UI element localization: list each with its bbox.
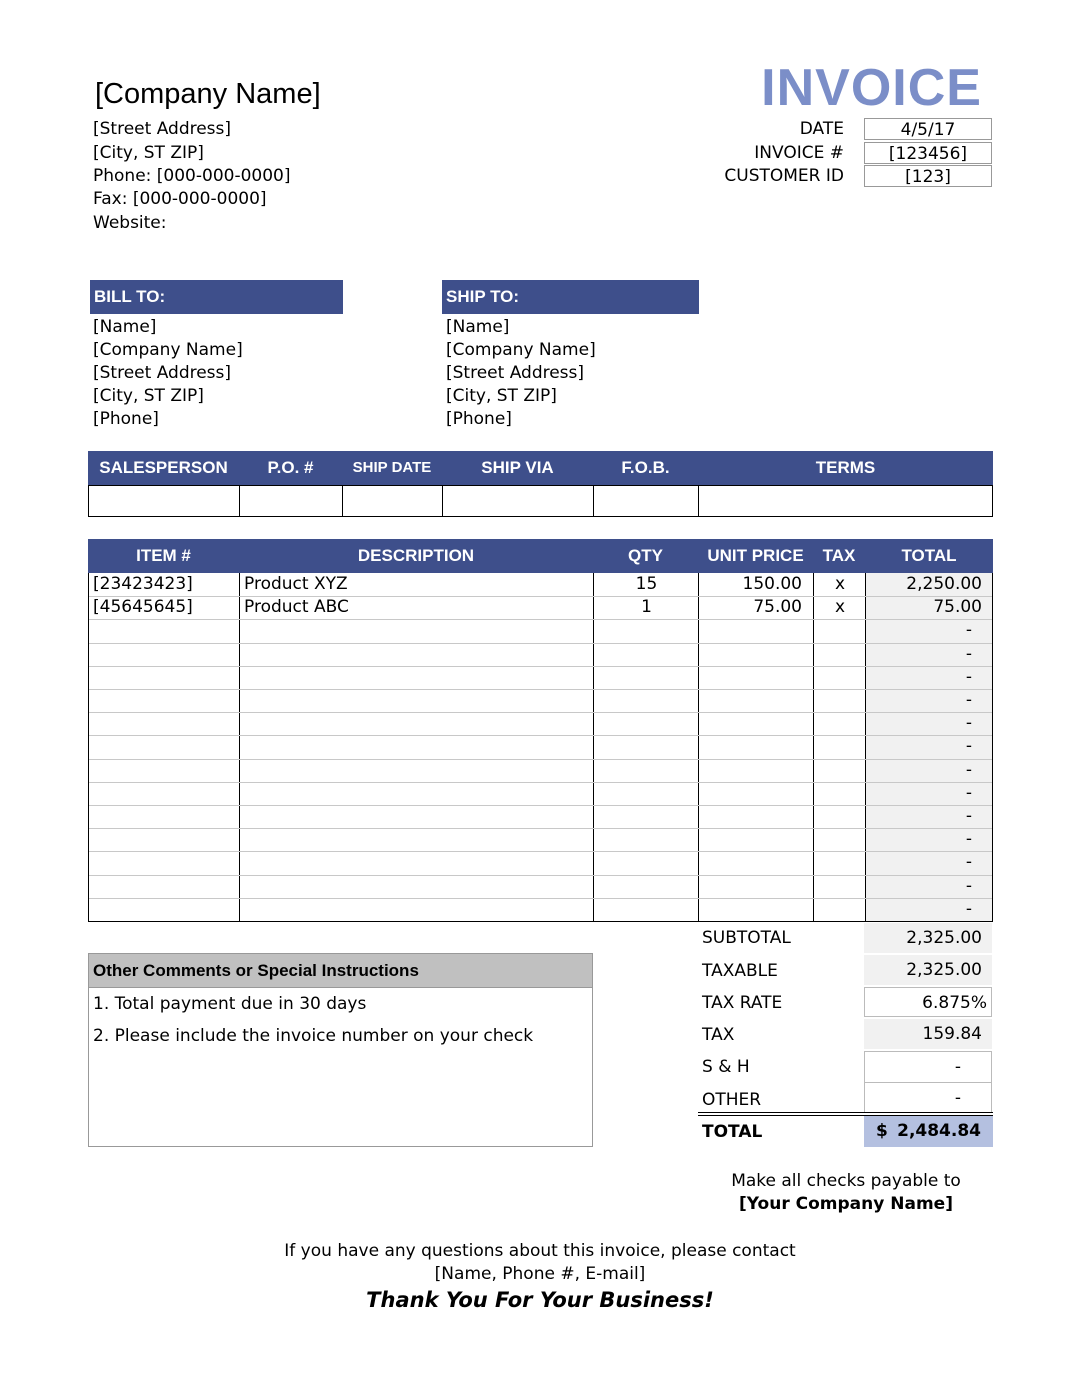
item-number-cell[interactable] <box>93 619 237 642</box>
subtotal-value: 2,325.00 <box>864 923 992 953</box>
unit-price-cell[interactable]: 75.00 <box>753 597 802 617</box>
company-name: [Company Name] <box>95 78 321 110</box>
unit-price-cell[interactable] <box>699 782 802 805</box>
invoice-number-field[interactable]: [123456] <box>864 142 992 164</box>
unit-price-cell[interactable] <box>699 712 802 735</box>
ship-to-heading: SHIP TO: <box>442 280 699 314</box>
unit-price-cell[interactable] <box>699 619 802 642</box>
unit-price-cell[interactable] <box>699 828 802 851</box>
table-row <box>89 875 992 898</box>
ship-date-header: SHIP DATE <box>352 459 432 476</box>
subtotal-label: SUBTOTAL <box>702 928 791 948</box>
unit-price-cell[interactable] <box>699 689 802 712</box>
taxable-value: 2,325.00 <box>864 955 992 985</box>
description-cell[interactable] <box>244 712 589 735</box>
shipping-table-row <box>88 485 993 517</box>
total-cell: - <box>965 690 972 710</box>
unit-price-cell[interactable] <box>699 643 802 666</box>
unit-price-header: UNIT PRICE <box>707 546 804 565</box>
description-cell[interactable] <box>244 805 589 828</box>
bill-to-company: [Company Name] <box>93 340 243 360</box>
total-header: TOTAL <box>901 546 957 565</box>
company-phone: Phone: [000-000-0000] <box>93 166 291 186</box>
table-row <box>89 712 992 735</box>
sh-field[interactable]: - <box>864 1051 992 1082</box>
unit-price-cell[interactable] <box>699 851 802 874</box>
tax-rate-label: TAX RATE <box>702 993 783 1013</box>
unit-price-cell[interactable] <box>699 666 802 689</box>
total-cell: - <box>965 620 972 640</box>
fob-header: F.O.B. <box>621 458 670 477</box>
table-row <box>89 596 992 619</box>
customer-id-field[interactable]: [123] <box>864 165 992 187</box>
tax-label: TAX <box>702 1025 735 1045</box>
table-row <box>89 851 992 874</box>
bill-to-street: [Street Address] <box>93 363 232 383</box>
po-number-field[interactable] <box>240 486 342 516</box>
comments-box <box>88 953 593 1147</box>
comments-heading: Other Comments or Special Instructions <box>89 954 592 988</box>
description-cell[interactable] <box>244 759 589 782</box>
tax-cell[interactable]: x <box>834 597 846 617</box>
ship-to-phone: [Phone] <box>446 409 512 429</box>
item-number-cell[interactable] <box>93 735 237 758</box>
qty-cell[interactable] <box>594 875 699 898</box>
payable-line: Make all checks payable to <box>731 1171 961 1191</box>
description-cell[interactable] <box>244 643 589 666</box>
tax-rate-field[interactable]: 6.875% <box>864 987 992 1017</box>
unit-price-cell[interactable]: 150.00 <box>742 574 802 594</box>
bill-to-name: [Name] <box>93 317 157 337</box>
qty-cell[interactable] <box>594 712 699 735</box>
tax-cell[interactable]: x <box>834 574 846 594</box>
total-cell: - <box>965 760 972 780</box>
item-number-cell[interactable] <box>93 805 237 828</box>
other-field[interactable]: - <box>864 1082 992 1112</box>
payable-name: [Your Company Name] <box>739 1194 953 1214</box>
shipping-table-header <box>88 451 993 485</box>
table-row <box>89 573 992 596</box>
terms-field[interactable] <box>699 486 992 516</box>
qty-cell[interactable] <box>594 643 699 666</box>
contact-line: [Name, Phone #, E-mail] <box>434 1264 646 1284</box>
tax-cell[interactable] <box>814 619 866 642</box>
ship-via-field[interactable] <box>443 486 593 516</box>
tax-value: 159.84 <box>864 1019 992 1049</box>
unit-price-cell[interactable] <box>699 759 802 782</box>
qty-cell[interactable]: 15 <box>635 574 658 594</box>
ship-to-company: [Company Name] <box>446 340 596 360</box>
description-cell[interactable] <box>244 875 589 898</box>
tax-cell[interactable] <box>814 712 866 735</box>
total-value-cell <box>864 1116 993 1147</box>
total-cell: - <box>965 713 972 733</box>
question-line: If you have any questions about this invoice, please contact <box>284 1241 796 1261</box>
item-number-cell[interactable] <box>93 828 237 851</box>
description-cell[interactable]: Product XYZ <box>244 574 348 594</box>
item-number-cell[interactable]: [45645645] <box>93 597 193 617</box>
qty-cell[interactable] <box>594 666 699 689</box>
table-row <box>89 619 992 642</box>
item-number-cell[interactable] <box>93 898 237 921</box>
table-row <box>89 759 992 782</box>
description-cell[interactable] <box>244 851 589 874</box>
ship-to-city: [City, ST ZIP] <box>446 386 557 406</box>
tax-cell[interactable] <box>814 851 866 874</box>
invoice-number-label: INVOICE # <box>754 143 844 163</box>
tax-cell[interactable] <box>814 805 866 828</box>
tax-cell[interactable] <box>814 643 866 666</box>
company-city: [City, ST ZIP] <box>93 143 204 163</box>
date-field[interactable]: 4/5/17 <box>864 118 992 140</box>
description-cell[interactable]: Product ABC <box>244 597 349 617</box>
tax-cell[interactable] <box>814 689 866 712</box>
ship-to-name: [Name] <box>446 317 510 337</box>
total-cell: - <box>965 667 972 687</box>
ship-to-section <box>442 280 699 431</box>
date-label: DATE <box>799 119 844 139</box>
bill-to-city: [City, ST ZIP] <box>93 386 204 406</box>
total-cell: - <box>965 783 972 803</box>
item-number-header: ITEM # <box>136 546 191 565</box>
table-row <box>89 828 992 851</box>
item-number-cell[interactable] <box>93 759 237 782</box>
description-cell[interactable] <box>244 666 589 689</box>
table-row <box>89 735 992 758</box>
ship-to-street: [Street Address] <box>446 363 585 383</box>
unit-price-cell[interactable] <box>699 875 802 898</box>
total-value: 2,484.84 <box>897 1121 981 1141</box>
ship-via-header: SHIP VIA <box>481 458 554 477</box>
invoice-title: INVOICE <box>761 59 982 117</box>
description-cell[interactable] <box>244 828 589 851</box>
table-row <box>89 898 992 921</box>
salesperson-header: SALESPERSON <box>99 458 228 477</box>
qty-header: QTY <box>628 546 663 565</box>
unit-price-cell[interactable] <box>699 898 802 921</box>
po-number-header: P.O. # <box>267 458 314 477</box>
taxable-label: TAXABLE <box>702 961 778 981</box>
unit-price-cell[interactable] <box>699 735 802 758</box>
description-cell[interactable] <box>244 689 589 712</box>
company-street: [Street Address] <box>93 119 232 139</box>
item-number-cell[interactable] <box>93 712 237 735</box>
item-number-cell[interactable] <box>93 643 237 666</box>
tax-cell[interactable] <box>814 666 866 689</box>
comment-line-2: 2. Please include the invoice number on your check <box>93 1026 534 1046</box>
items-table-header <box>88 539 993 573</box>
description-cell[interactable] <box>244 735 589 758</box>
total-cell: - <box>965 876 972 896</box>
item-number-cell[interactable] <box>93 666 237 689</box>
ship-date-field[interactable] <box>343 486 442 516</box>
thank-you-message: Thank You For Your Business! <box>366 1288 714 1312</box>
total-cell: 2,250.00 <box>906 574 982 594</box>
tax-cell[interactable] <box>814 875 866 898</box>
total-cell: - <box>965 852 972 872</box>
table-row <box>89 805 992 828</box>
table-row <box>89 666 992 689</box>
qty-cell[interactable] <box>594 689 699 712</box>
description-cell[interactable] <box>244 619 589 642</box>
comment-line-1: 1. Total payment due in 30 days <box>93 994 367 1014</box>
unit-price-cell[interactable] <box>699 805 802 828</box>
tax-cell[interactable] <box>814 828 866 851</box>
sh-label: S & H <box>702 1057 750 1077</box>
qty-cell[interactable] <box>594 735 699 758</box>
qty-cell[interactable] <box>594 782 699 805</box>
qty-cell[interactable] <box>594 828 699 851</box>
salesperson-field[interactable] <box>89 486 239 516</box>
description-header: DESCRIPTION <box>357 546 475 565</box>
total-label: TOTAL <box>702 1122 763 1142</box>
customer-id-label: CUSTOMER ID <box>724 166 844 186</box>
qty-cell[interactable] <box>594 805 699 828</box>
item-number-cell[interactable]: [23423423] <box>93 574 193 594</box>
description-cell[interactable] <box>244 782 589 805</box>
total-cell: - <box>965 644 972 664</box>
tax-cell[interactable] <box>814 898 866 921</box>
item-number-cell[interactable] <box>93 782 237 805</box>
tax-cell[interactable] <box>814 782 866 805</box>
total-cell: 75.00 <box>933 597 982 617</box>
company-website: Website: <box>93 213 167 233</box>
total-cell: - <box>965 899 972 919</box>
items-table-body <box>88 573 993 922</box>
fob-field[interactable] <box>594 486 698 516</box>
description-cell[interactable] <box>244 898 589 921</box>
total-cell: - <box>965 829 972 849</box>
tax-cell[interactable] <box>814 759 866 782</box>
total-cell: - <box>965 736 972 756</box>
item-number-cell[interactable] <box>93 851 237 874</box>
total-cell: - <box>965 806 972 826</box>
qty-cell[interactable] <box>594 619 699 642</box>
company-fax: Fax: [000-000-0000] <box>93 189 267 209</box>
terms-header: TERMS <box>815 458 876 477</box>
table-row <box>89 689 992 712</box>
other-label: OTHER <box>702 1090 762 1110</box>
tax-header: TAX <box>822 546 856 565</box>
bill-to-section <box>90 280 343 431</box>
qty-cell[interactable] <box>594 759 699 782</box>
table-row <box>89 782 992 805</box>
total-currency: $ <box>876 1121 888 1141</box>
table-row <box>89 643 992 666</box>
bill-to-phone: [Phone] <box>93 409 159 429</box>
tax-cell[interactable] <box>814 735 866 758</box>
item-number-cell[interactable] <box>93 875 237 898</box>
qty-cell[interactable] <box>594 898 699 921</box>
qty-cell[interactable]: 1 <box>641 597 652 617</box>
qty-cell[interactable] <box>594 851 699 874</box>
bill-to-heading: BILL TO: <box>90 280 343 314</box>
item-number-cell[interactable] <box>93 689 237 712</box>
